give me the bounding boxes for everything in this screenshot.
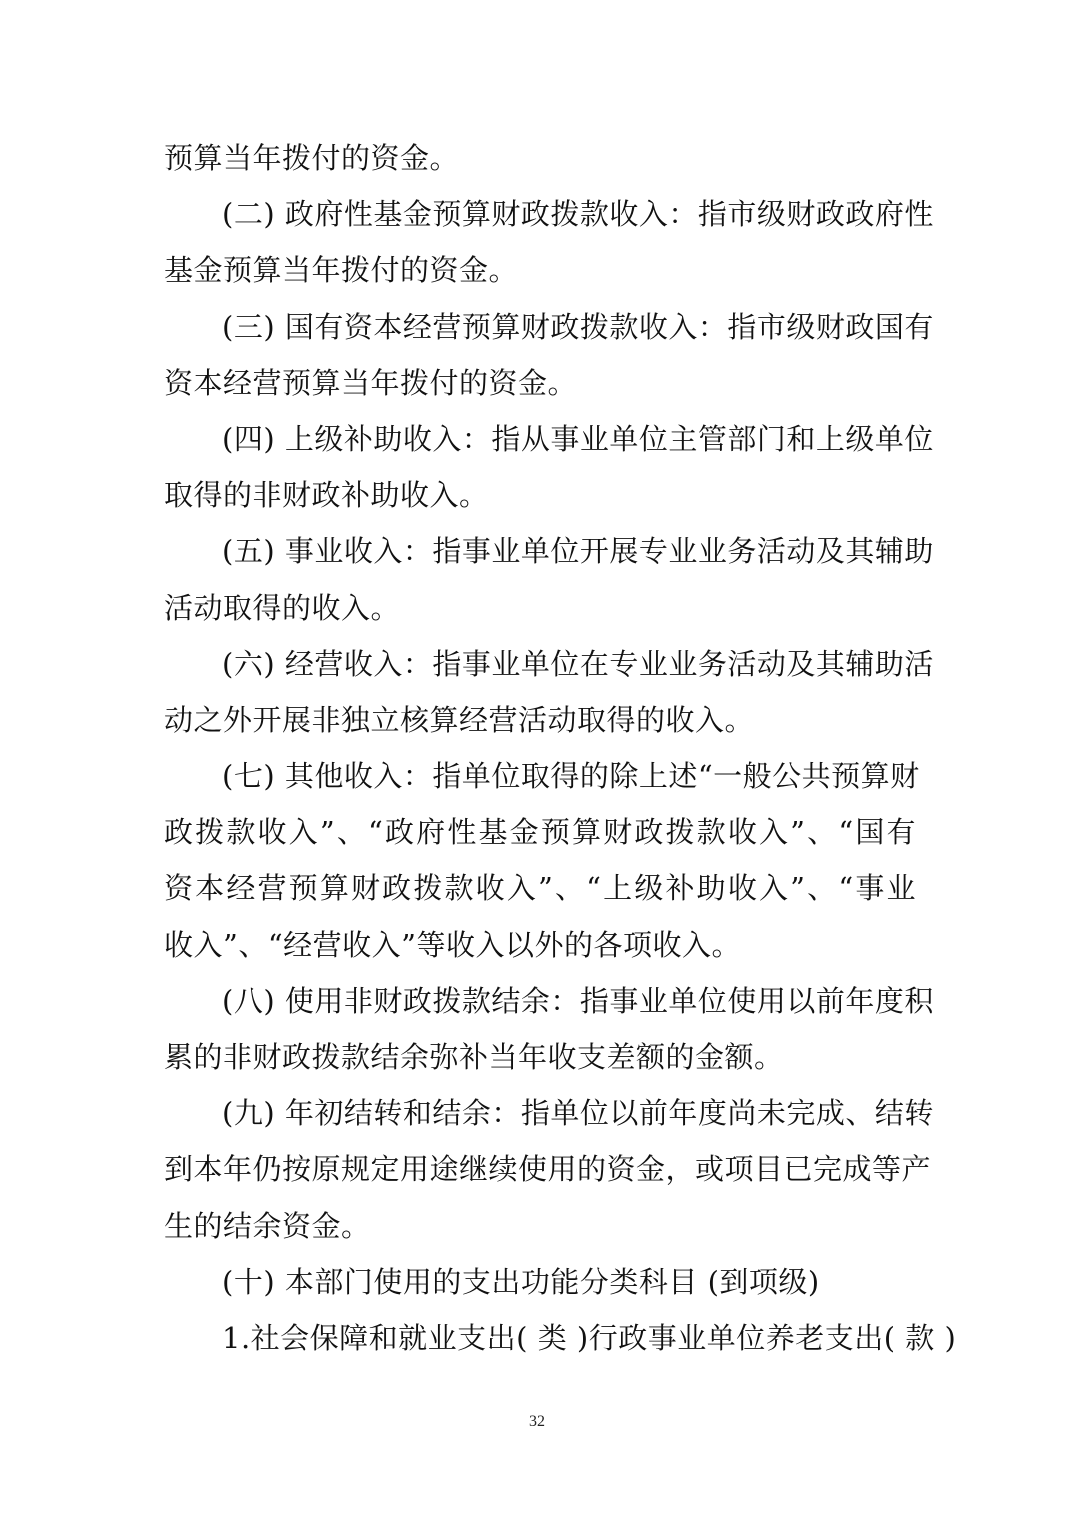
text-line: 累的非财政拨款结余弥补当年收支差额的金额。 [164,1040,784,1074]
text-line: 到本年仍按原规定用途继续使用的资金，或项目已完成等产 [164,1152,932,1187]
text-line: (四) 上级补助收入：指从事业单位主管部门和上级单位 [222,421,934,456]
text-line: 预算当年拨付的资金。 [164,141,460,175]
text-line: (八) 使用非财政拨款结余：指事业单位使用以前年度积 [222,983,934,1018]
body-text [164,130,957,1366]
text-line: 政拨款收入”、“政府性基金预算财政拨款收入”、“国有 [164,815,916,850]
text-line: (五) 事业收入：指事业单位开展专业业务活动及其辅助 [222,534,934,569]
text-line: (六) 经营收入：指事业单位在专业业务活动及其辅助活 [222,646,934,681]
text-line: 1.社会保障和就业支出( 类 )行政事业单位养老支出( 款 ) [222,1320,957,1355]
text-line: 收入”、“经营收入”等收入以外的各项收入。 [164,927,741,962]
text-line: (七) 其他收入：指单位取得的除上述“一般公共预算财 [222,759,920,794]
page-number: 32 [529,1413,545,1430]
text-line: (三) 国有资本经营预算财政拨款收入：指市级财政国有 [222,309,934,344]
text-line: 动之外开展非独立核算经营活动取得的收入。 [164,702,755,737]
text-line: 取得的非财政补助收入。 [164,478,489,513]
text-line: (十) 本部门使用的支出功能分类科目 (到项级) [222,1264,820,1299]
text-line: 资本经营预算当年拨付的资金。 [164,365,578,400]
text-line: (九) 年初结转和结余：指单位以前年度尚未完成、结转 [222,1096,934,1131]
text-line: 基金预算当年拨付的资金。 [164,253,519,288]
text-line: 生的结余资金。 [164,1208,371,1243]
text-line: 活动取得的收入。 [164,590,401,625]
text-line: 资本经营预算财政拨款收入”、“上级补助收入”、“事业 [164,871,916,906]
text-line: (二) 政府性基金预算财政拨款收入：指市级财政政府性 [222,197,934,232]
